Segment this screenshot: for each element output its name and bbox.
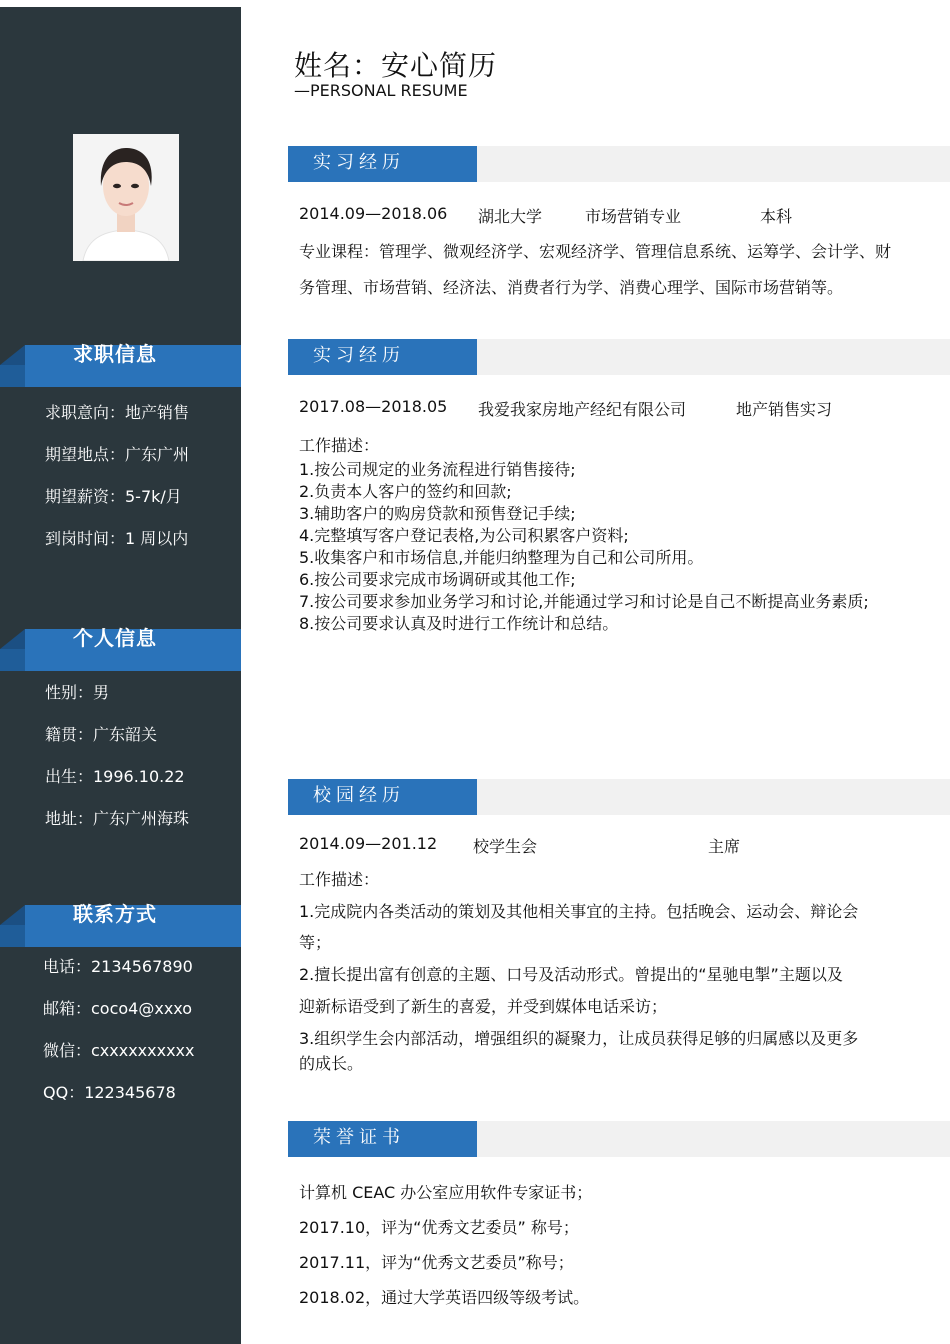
education-period: 2014.09—2018.06 — [299, 204, 448, 223]
hometown: 籍贯：广东韶关 — [45, 725, 158, 744]
job-start-time: 到岗时间：1 周以内 — [45, 529, 189, 548]
internship-duty: 6.按公司要求完成市场调研或其他工作; — [299, 570, 576, 589]
campus-section-header: 校园经历 — [288, 779, 950, 815]
wechat: 微信：cxxxxxxxxxx — [43, 1041, 195, 1060]
resume-subtitle: —PERSONAL RESUME — [294, 81, 468, 100]
internship-duty: 4.完整填写客户登记表格,为公司积累客户资料; — [299, 526, 629, 545]
honor-item: 2017.11，评为“优秀文艺委员”称号； — [299, 1253, 574, 1272]
phone: 电话：2134567890 — [43, 957, 193, 976]
job-intent: 求职意向：地产销售 — [45, 403, 190, 422]
honor-item: 2017.10，评为“优秀文艺委员” 称号； — [299, 1218, 579, 1237]
internship-duty: 2.负责本人客户的签约和回款; — [299, 482, 512, 501]
education-section-header: 实习经历 — [288, 146, 950, 182]
education-school: 湖北大学 — [478, 207, 543, 226]
campus-period: 2014.09—201.12 — [299, 834, 438, 853]
internship-section-header: 实习经历 — [288, 339, 950, 375]
personal-info-heading: 个人信息 — [0, 629, 241, 671]
resume-name: 姓名：安心简历 — [294, 49, 498, 82]
internship-role: 地产销售实习 — [736, 400, 833, 419]
honor-item: 2018.02，通过大学英语四级等级考试。 — [299, 1288, 590, 1307]
job-salary: 期望薪资：5-7k/月 — [45, 487, 182, 506]
campus-role: 主席 — [708, 837, 741, 856]
honor-item: 计算机 CEAC 办公室应用软件专家证书； — [299, 1183, 593, 1202]
qq: QQ：122345678 — [43, 1083, 176, 1102]
internship-company: 我爱我家房地产经纪有限公司 — [478, 400, 687, 419]
campus-desc-line: 等； — [299, 933, 332, 952]
internship-duty: 7.按公司要求参加业务学习和讨论,并能通过学习和讨论是自己不断提高业务素质; — [299, 592, 869, 611]
education-major: 市场营销专业 — [585, 207, 682, 226]
internship-period: 2017.08—2018.05 — [299, 397, 448, 416]
address: 地址：广东广州海珠 — [45, 809, 190, 828]
campus-desc-line: 的成长。 — [299, 1054, 364, 1073]
internship-duty: 8.按公司要求认真及时进行工作统计和总结。 — [299, 614, 619, 633]
gender: 性别：男 — [45, 683, 110, 702]
campus-org: 校学生会 — [473, 837, 538, 856]
job-location: 期望地点：广东广州 — [45, 445, 190, 464]
internship-duty: 1.按公司规定的业务流程进行销售接待; — [299, 460, 576, 479]
campus-desc-line: 2.擅长提出富有创意的主题、口号及活动形式。曾提出的“星驰电掣”主题以及 — [299, 965, 843, 984]
contact-heading: 联系方式 — [0, 905, 241, 947]
email: 邮箱：coco4@xxxo — [43, 999, 193, 1018]
campus-desc-line: 迎新标语受到了新生的喜爱，并受到媒体电话采访； — [299, 997, 668, 1016]
education-courses-line-2: 务管理、市场营销、经济法、消费者行为学、消费心理学、国际市场营销等。 — [299, 278, 844, 297]
internship-duty: 3.辅助客户的购房贷款和预售登记手续; — [299, 504, 576, 523]
profile-photo — [73, 134, 179, 261]
campus-desc-line: 3.组织学生会内部活动，增强组织的凝聚力，让成员获得足够的归属感以及更多 — [299, 1029, 859, 1048]
job-info-heading: 求职信息 — [0, 345, 241, 387]
campus-desc-label: 工作描述： — [299, 870, 380, 889]
campus-desc-line: 1.完成院内各类活动的策划及其他相关事宜的主持。包括晚会、运动会、辩论会 — [299, 902, 859, 921]
birth-date: 出生：1996.10.22 — [45, 767, 185, 786]
education-courses-line-1: 专业课程：管理学、微观经济学、宏观经济学、管理信息系统、运筹学、会计学、财 — [299, 242, 892, 261]
honors-section-header: 荣誉证书 — [288, 1121, 950, 1157]
internship-desc-label: 工作描述： — [299, 436, 380, 455]
internship-duty: 5.收集客户和市场信息,并能归纳整理为自己和公司所用。 — [299, 548, 704, 567]
education-degree: 本科 — [760, 207, 793, 226]
